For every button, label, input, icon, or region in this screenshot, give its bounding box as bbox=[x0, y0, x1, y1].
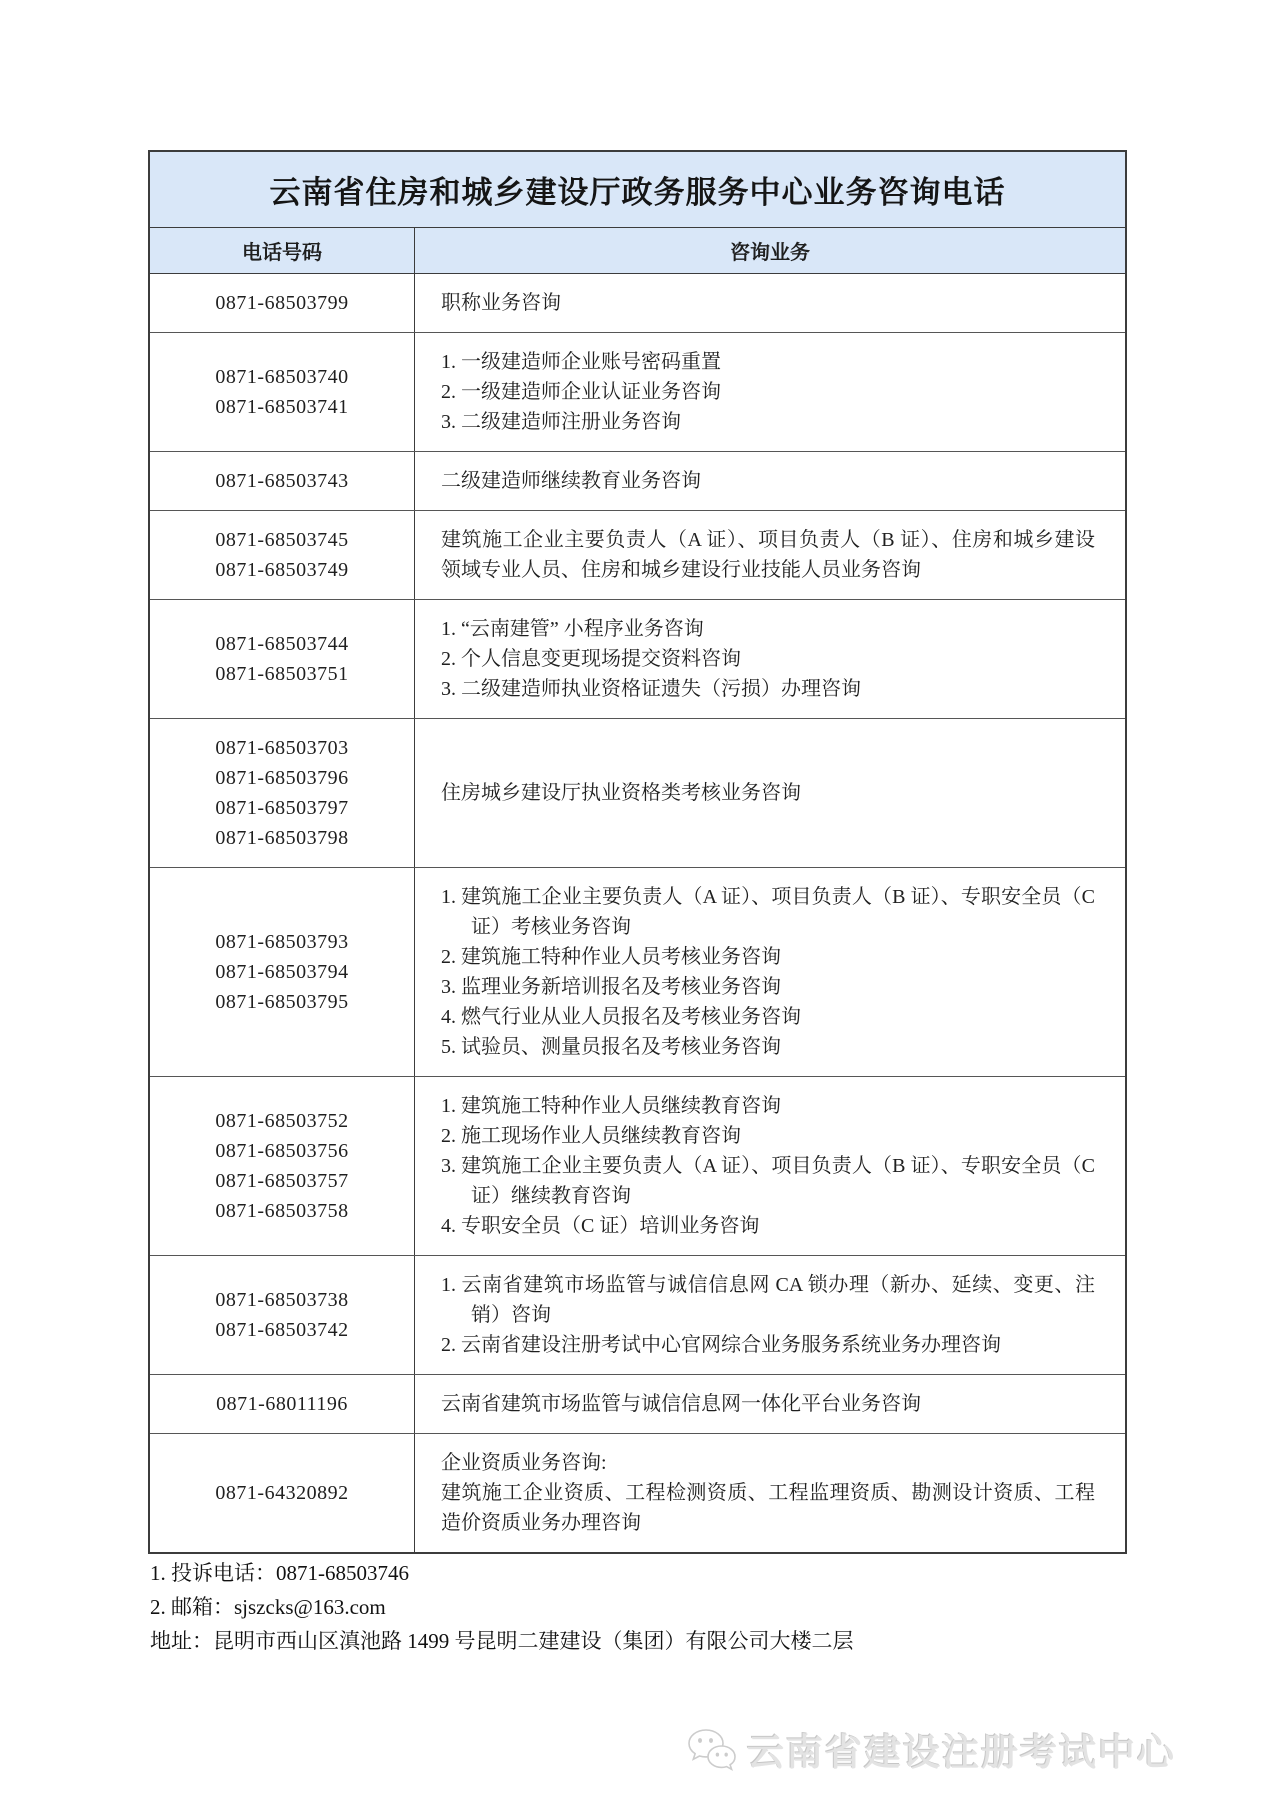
service-item: 3. 二级建造师执业资格证遗失（污损）办理咨询 bbox=[441, 678, 861, 700]
service-item: 2. 个人信息变更现场提交资料咨询 bbox=[441, 648, 741, 670]
service-item: 4. 燃气行业从业人员报名及考核业务咨询 bbox=[441, 1006, 801, 1028]
service-item: 4. 专职安全员（C 证）培训业务咨询 bbox=[441, 1215, 760, 1237]
phone-number: 0871-68503758 bbox=[215, 1200, 349, 1222]
service-item: 建筑施工企业主要负责人（A 证）、项目负责人（B 证）、住房和城乡建设领域专业人员、住房和城乡建设行业技能人员业务咨询 bbox=[441, 529, 1095, 581]
service-item: 2. 云南省建设注册考试中心官网综合业务服务系统业务办理咨询 bbox=[441, 1334, 1001, 1356]
phone-cell bbox=[150, 1077, 415, 1255]
phone-number: 0871-64320892 bbox=[215, 1482, 349, 1504]
service-item: 1. 建筑施工特种作业人员继续教育咨询 bbox=[441, 1095, 781, 1117]
column-header-phone: 电话号码 bbox=[150, 228, 415, 273]
table-row bbox=[150, 274, 1125, 333]
phone-number: 0871-68503756 bbox=[215, 1140, 349, 1162]
table-row bbox=[150, 452, 1125, 511]
phone-cell bbox=[150, 1256, 415, 1374]
phone-directory-table bbox=[148, 150, 1127, 1554]
service-item: 3. 监理业务新培训报名及考核业务咨询 bbox=[441, 976, 781, 998]
service-cell bbox=[415, 868, 1125, 1076]
service-item: 企业资质业务咨询: bbox=[441, 1452, 607, 1474]
service-cell bbox=[415, 333, 1125, 451]
phone-number: 0871-68503738 bbox=[215, 1289, 349, 1311]
phone-number: 0871-68503745 bbox=[215, 529, 349, 551]
table-row bbox=[150, 868, 1125, 1077]
service-item: 3. 二级建造师注册业务咨询 bbox=[441, 411, 681, 433]
service-cell bbox=[415, 1434, 1125, 1552]
phone-number: 0871-68503743 bbox=[215, 470, 349, 492]
table-row bbox=[150, 1434, 1125, 1552]
watermark bbox=[685, 1722, 1176, 1776]
phone-number: 0871-68503703 bbox=[215, 737, 349, 759]
watermark-label: 云南省建设注册考试中心 bbox=[747, 1732, 1176, 1773]
table-row bbox=[150, 1375, 1125, 1434]
phone-number: 0871-68503797 bbox=[215, 797, 349, 819]
phone-number: 0871-68503795 bbox=[215, 991, 349, 1013]
table-row bbox=[150, 719, 1125, 868]
phone-number: 0871-68503749 bbox=[215, 559, 349, 581]
phone-cell bbox=[150, 600, 415, 718]
service-item: 1. 一级建造师企业账号密码重置 bbox=[441, 351, 721, 373]
phone-cell bbox=[150, 868, 415, 1076]
service-item: 1. 建筑施工企业主要负责人（A 证）、项目负责人（B 证）、专职安全员（C 证）考核业务咨询 bbox=[441, 886, 1095, 938]
table-row bbox=[150, 511, 1125, 600]
service-item: 职称业务咨询 bbox=[441, 292, 561, 314]
service-cell bbox=[415, 452, 1125, 510]
phone-number: 0871-68503799 bbox=[215, 292, 349, 314]
phone-number: 0871-68503744 bbox=[215, 633, 349, 655]
note-line: 2. 邮箱：sjszcks@163.com bbox=[150, 1595, 386, 1619]
note-line: 地址：昆明市西山区滇池路 1499 号昆明二建建设（集团）有限公司大楼二层 bbox=[150, 1629, 854, 1653]
phone-cell bbox=[150, 511, 415, 599]
wechat-icon bbox=[685, 1726, 737, 1772]
service-item: 建筑施工企业资质、工程检测资质、工程监理资质、勘测设计资质、工程造价资质业务办理咨询 bbox=[441, 1482, 1095, 1534]
phone-number: 0871-68503794 bbox=[215, 961, 349, 983]
phone-cell bbox=[150, 333, 415, 451]
phone-number: 0871-68503757 bbox=[215, 1170, 349, 1192]
service-cell bbox=[415, 1077, 1125, 1255]
service-item: 二级建造师继续教育业务咨询 bbox=[441, 470, 701, 492]
service-item: 住房城乡建设厅执业资格类考核业务咨询 bbox=[441, 782, 801, 804]
phone-cell bbox=[150, 452, 415, 510]
phone-number: 0871-68503742 bbox=[215, 1319, 349, 1341]
table-row bbox=[150, 1256, 1125, 1375]
service-item: 1. 云南省建筑市场监管与诚信信息网 CA 锁办理（新办、延续、变更、注销）咨询 bbox=[441, 1274, 1095, 1326]
service-item: 1. “云南建管” 小程序业务咨询 bbox=[441, 618, 704, 640]
table-row bbox=[150, 333, 1125, 452]
phone-number: 0871-68503798 bbox=[215, 827, 349, 849]
table-body bbox=[150, 274, 1125, 1552]
service-item: 2. 一级建造师企业认证业务咨询 bbox=[441, 381, 721, 403]
service-cell bbox=[415, 1375, 1125, 1433]
phone-cell bbox=[150, 1434, 415, 1552]
footer-notes bbox=[150, 1556, 1140, 1658]
table-header-row bbox=[150, 228, 1125, 274]
service-item: 2. 建筑施工特种作业人员考核业务咨询 bbox=[441, 946, 781, 968]
service-cell bbox=[415, 511, 1125, 599]
phone-number: 0871-68503752 bbox=[215, 1110, 349, 1132]
service-cell bbox=[415, 600, 1125, 718]
phone-cell bbox=[150, 719, 415, 867]
service-item: 5. 试验员、测量员报名及考核业务咨询 bbox=[441, 1036, 781, 1058]
service-item: 3. 建筑施工企业主要负责人（A 证）、项目负责人（B 证）、专职安全员（C 证）继续教育咨询 bbox=[441, 1155, 1095, 1207]
note-line: 1. 投诉电话：0871-68503746 bbox=[150, 1561, 409, 1585]
phone-number: 0871-68503796 bbox=[215, 767, 349, 789]
service-cell bbox=[415, 1256, 1125, 1374]
phone-cell bbox=[150, 1375, 415, 1433]
phone-number: 0871-68503793 bbox=[215, 931, 349, 953]
phone-number: 0871-68503741 bbox=[215, 396, 349, 418]
service-item: 2. 施工现场作业人员继续教育咨询 bbox=[441, 1125, 741, 1147]
phone-cell bbox=[150, 274, 415, 332]
service-cell bbox=[415, 719, 1125, 867]
phone-number: 0871-68503751 bbox=[215, 663, 349, 685]
table-row bbox=[150, 1077, 1125, 1256]
phone-number: 0871-68503740 bbox=[215, 366, 349, 388]
table-row bbox=[150, 600, 1125, 719]
service-item: 云南省建筑市场监管与诚信信息网一体化平台业务咨询 bbox=[441, 1393, 921, 1415]
column-header-service: 咨询业务 bbox=[730, 242, 810, 264]
service-cell bbox=[415, 274, 1125, 332]
table-title: 云南省住房和城乡建设厅政务服务中心业务咨询电话 bbox=[150, 152, 1125, 228]
phone-number: 0871-68011196 bbox=[216, 1393, 348, 1415]
